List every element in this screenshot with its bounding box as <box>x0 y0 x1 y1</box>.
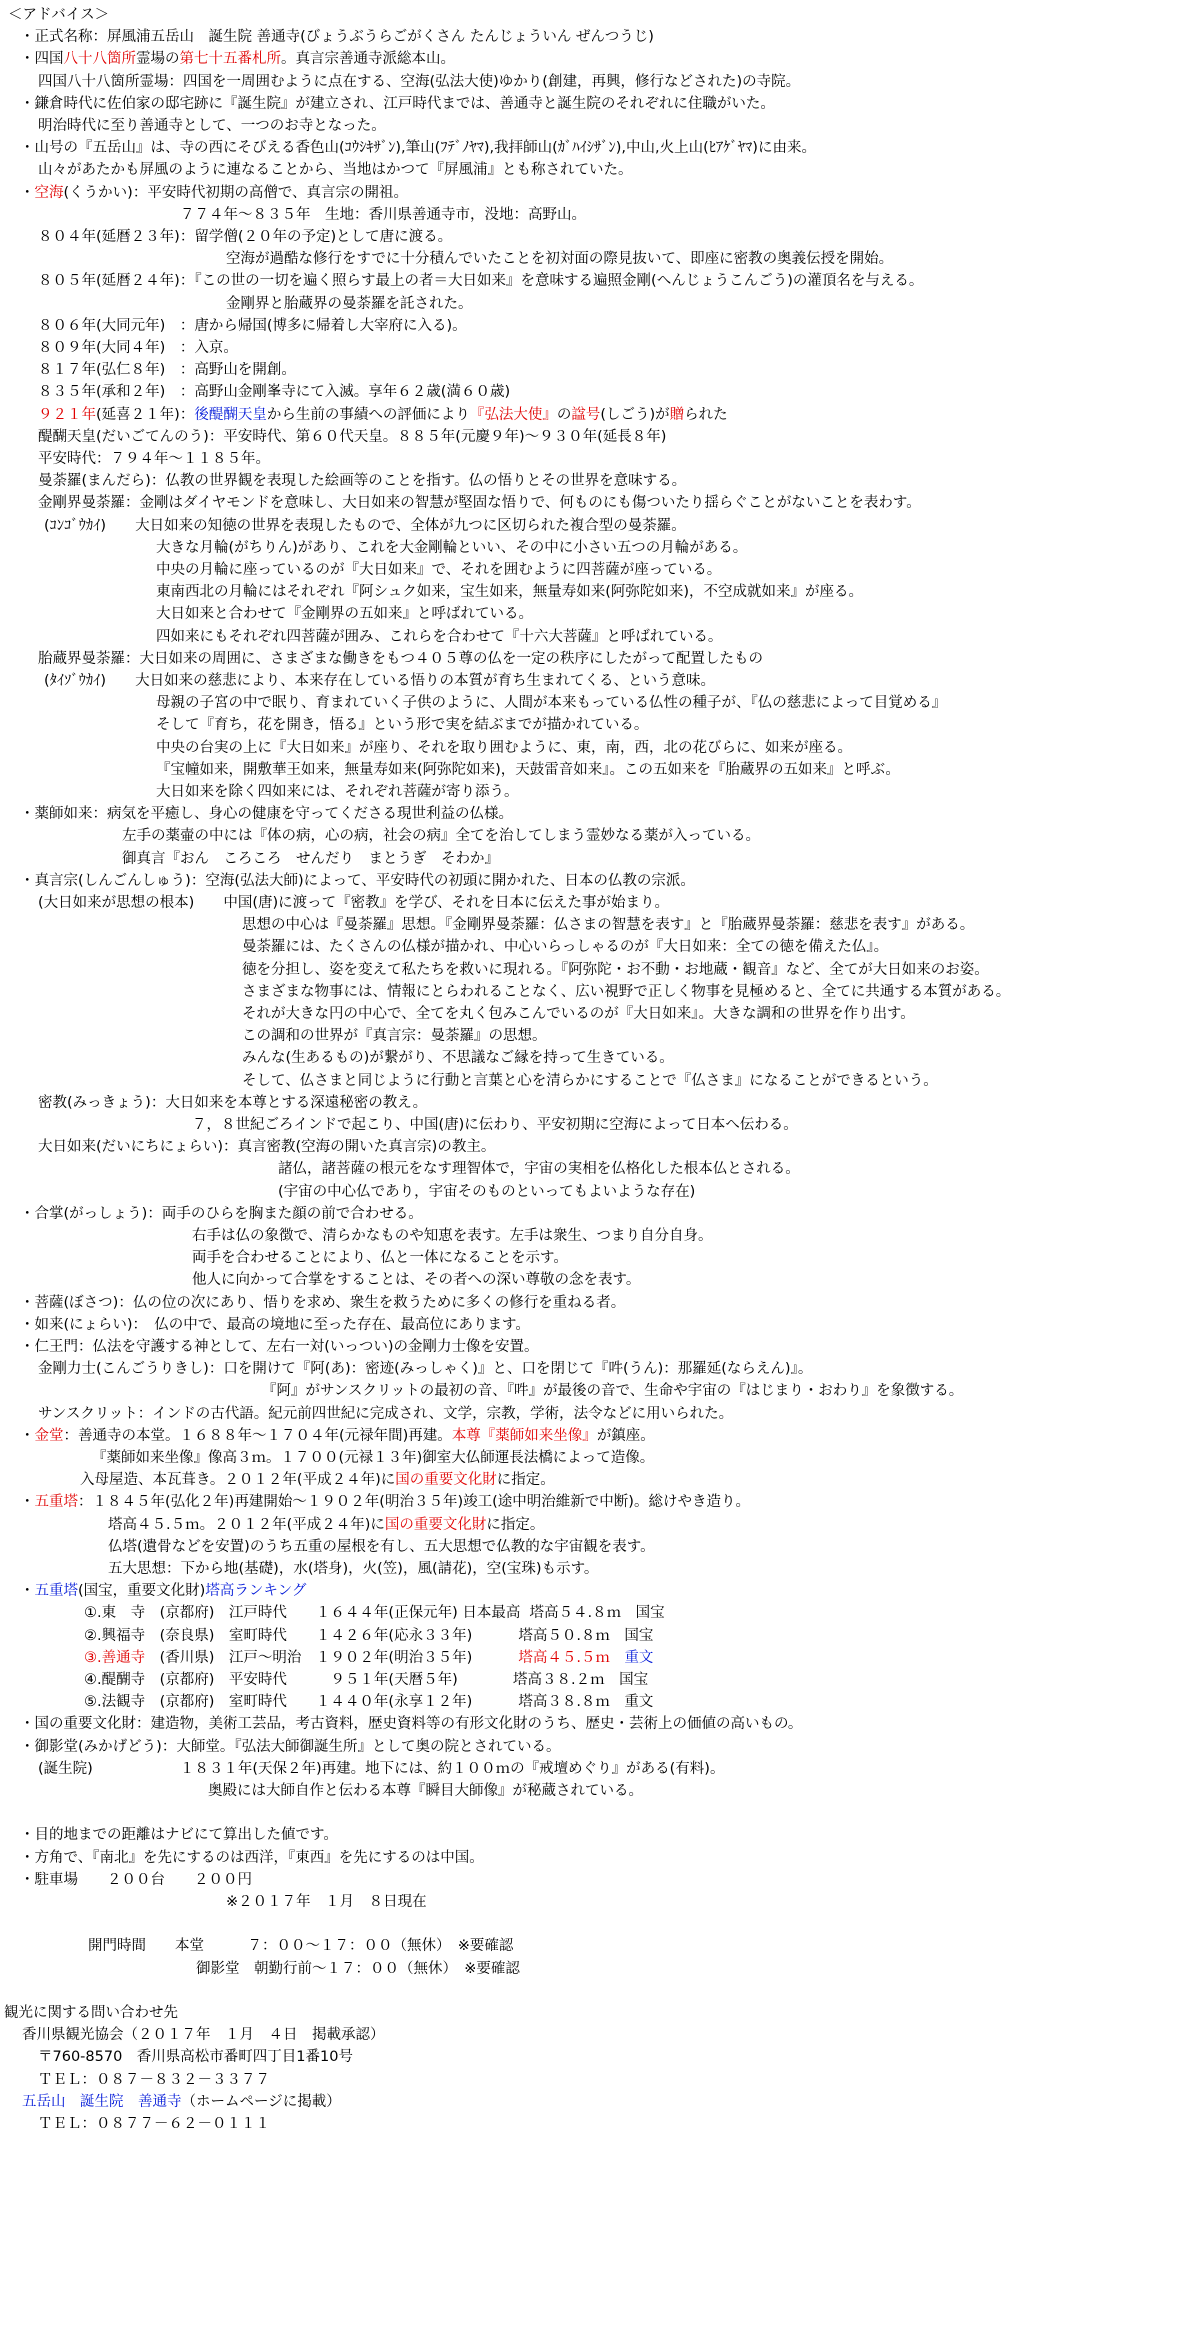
text-line: 『宝幢如来，開敷華王如来，無量寿如来(阿弥陀如来)，天鼓雷音如来』。この五如来を『胎蔵界の五如来』と呼ぶ。 <box>156 761 900 778</box>
text-line: 密教(みっきょう)：大日如来を本尊とする深遠秘密の教え。 <box>38 1094 428 1111</box>
text-line: ・合掌(がっしょう)：両手のひらを胸また顔の前で合わせる。 <box>20 1205 423 1222</box>
text-line: 平安時代：７９４年～１１８５年。 <box>38 451 270 467</box>
text-line: 金剛力士(こんごうりきし)：口を開けて『阿(あ)：密迹(みっしゃく)』と、口を閉じて『吽(うん)：那羅延(ならえん)』。 <box>38 1361 813 1378</box>
red-highlight-text: ９２１年 <box>38 406 96 423</box>
text-line: ※２０１７年 １月 ８日現在 <box>226 1894 427 1910</box>
text-line: 中央の月輪に座っているのが『大日如来』で、それを囲むように四菩薩が座っている。 <box>156 562 722 578</box>
red-highlight-text: 国の重要文化財 <box>384 1516 487 1533</box>
text-line: ・方角で、『南北』を先にするのは西洋，『東西』を先にするのは中国。 <box>20 1849 484 1866</box>
text-line: 仏塔(遺骨などを安置)のうち五重の屋根を有し、五大思想で仏教的な宇宙観を表す。 <box>108 1538 655 1555</box>
red-highlight-text: 本尊『薬師如来坐像』 <box>451 1427 597 1444</box>
text-line: ・鎌倉時代に佐伯家の邸宅跡に『誕生院』が建立され、江戸時代までは、善通寺と誕生院のそれぞれに住職がいた。 <box>20 95 775 112</box>
text-line: ７７４年～８３５年 生地：香川県善通寺市，没地：高野山。 <box>180 206 586 223</box>
text-line: (ｺﾝｺﾞｳｶｲ) 大日如来の知徳の世界を表現したもので、全体が九つに区切られた複合型の曼荼羅。 <box>44 517 686 534</box>
text-line: ・如来(にょらい)： 仏の中で、最高の境地に至った存在、最高位にあります。 <box>20 1316 530 1333</box>
red-highlight-text: 空海 <box>34 184 64 201</box>
red-highlight-text: ③.善通寺 <box>84 1649 146 1666</box>
text-line: ・空海(くうかい)：平安時代初期の高僧で、真言宗の開祖。 <box>20 184 409 201</box>
text-line: 四如来にもそれぞれ四菩薩が囲み、これらを合わせて『十六大菩薩』と呼ばれている。 <box>156 628 723 645</box>
text-line: みんな(生あるもの)が繋がり、不思議なご縁を持って生きている。 <box>242 1050 674 1067</box>
text-line: 金剛界曼荼羅：金剛はダイヤモンドを意味し、大日如来の智慧が堅固な悟りで、何ものにも傷ついたり揺らぐことがないことを表わす。 <box>38 495 921 512</box>
text-line: ＴＥＬ：０８７－８３２－３３７７ <box>38 2071 270 2088</box>
text-line: サンスクリット：インドの古代語。紀元前四世紀に完成され、文学，宗教，学術，法令などに用いられた。 <box>38 1405 734 1422</box>
text-line: 胎蔵界曼荼羅：大日如来の周囲に、さまざまな働きをもつ４０５尊の仏を一定の秩序にしたがって配置したもの <box>38 650 763 667</box>
text-line: 中央の台実の上に『大日如来』が座り、それを取り囲むように、東，南，西，北の花びらに、如来が座る。 <box>156 739 852 756</box>
text-line: 『阿』がサンスクリットの最初の音、『吽』が最後の音で、生命や宇宙の『はじまり・おわり』を象徴する。 <box>262 1383 964 1400</box>
text-line: 五岳山 誕生院 善通寺（ホームページに掲載） <box>22 2093 341 2110</box>
text-line: 奥殿には大師自作と伝わる本尊『瞬目大師像』が秘蔵されている。 <box>208 1783 643 1799</box>
text-line: 五大思想：下から地(基礎)，水(塔身)，火(笠)，風(請花)，空(宝珠)も示す。 <box>108 1561 599 1577</box>
text-line: 明治時代に至り善通寺として、一つのお寺となった。 <box>38 118 386 134</box>
text-line: ・国の重要文化財：建造物，美術工芸品，考古資料，歴史資料等の有形文化財のうち、歴史・芸術上の価値の高いもの。 <box>20 1716 803 1733</box>
text-line: 香川県観光協会（２０１７年 １月 ４日 掲載承認） <box>22 2027 385 2044</box>
text-line: ７，８世紀ごろインドで起こり、中国(唐)に伝わり、平安初期に空海によって日本へ伝わる。 <box>192 1117 798 1133</box>
text-line: 大きな月輪(がちりん)があり、これを大金剛輪といい、その中に小さい五つの月輪がある。 <box>156 539 748 556</box>
red-highlight-text: 八十八箇所 <box>63 51 136 68</box>
text-line: (宇宙の中心仏であり，宇宙そのものといってもよいような存在) <box>278 1183 696 1200</box>
text-line: 東南西北の月輪にはそれぞれ『阿シュク如来，宝生如来，無量寿如来(阿弥陀如来)，不空成就如来』が座る。 <box>156 584 864 601</box>
text-line: 空海が過酷な修行をすでに十分積んでいたことを初対面の際見抜いて、即座に密教の奥義伝授を開始。 <box>226 251 894 268</box>
text-line: 観光に関する問い合わせ先 <box>4 2005 178 2021</box>
blue-highlight-text: 重文 <box>624 1649 654 1666</box>
blue-highlight-text: 五重塔 <box>34 1583 78 1600</box>
text-line: 大日如来(だいにちにょらい)：真言密教(空海の開いた真言宗)の教主。 <box>38 1139 496 1156</box>
red-highlight-text: 『弘法大使』 <box>469 406 557 423</box>
text-line: ・五重塔：１８４５年(弘化２年)再建開始～１９０２年(明治３５年)竣工(途中明治維新で中断)。総けやき造り。 <box>20 1494 750 1511</box>
text-line: 山々があたかも屏風のように連なることから、当地はかつて『屏風浦』とも称されていた。 <box>38 162 633 179</box>
text-line: ⑤.法観寺 (京都府) 室町時代 １４４０年(永享１２年) 塔高３８.８ｍ 重文 <box>84 1694 654 1711</box>
text-line: ③.善通寺 (香川県) 江戸～明治 １９０２年(明治３５年) 塔高４５.５ｍ 重文 <box>84 1649 654 1666</box>
red-highlight-text: 塔高４５.５ｍ <box>518 1649 610 1666</box>
text-line: ８０５年(延暦２４年)：『この世の一切を遍く照らす最上の者＝大日如来』を意味する遍照金剛(へんじょうこんごう)の灌頂名を与える。 <box>38 273 924 290</box>
text-line: 御真言『おん ころころ せんだり まとうぎ そわか』 <box>122 850 499 867</box>
text-line: (ﾀｲｿﾞｳｶｲ) 大日如来の慈悲により、本来存在している悟りの本質が育ち生まれてくる、という意味。 <box>44 673 716 689</box>
text-line: 金剛界と胎蔵界の曼荼羅を託された。 <box>226 295 473 312</box>
text-line: ８１７年(弘仁８年) ：高野山を開創。 <box>38 362 296 379</box>
text-line: ８３５年(承和２年) ：高野山金剛峯寺にて入滅。享年６２歳(満６０歳) <box>38 384 511 401</box>
text-line: そして、仏さまと同じように行動と言葉と心を清らかにすることで『仏さま』になることができるという。 <box>242 1072 938 1089</box>
text-line: ①.東 寺 (京都府) 江戸時代 １６４４年(正保元年) 日本最高 塔高５４.８ｍ 国宝 <box>84 1605 665 1622</box>
blue-highlight-text: 塔高ランキング <box>205 1583 307 1600</box>
text-line: さまざまな物事には、情報にとらわれることなく、広い視野で正しく物事を見極めると、全てに共通する本質がある。 <box>242 983 1011 1000</box>
red-highlight-text: 贈 <box>669 406 685 423</box>
red-highlight-text: 諡号 <box>571 406 601 423</box>
text-line: そして『育ち，花を開き，悟る』という形で実を結ぶまでが描かれている。 <box>156 717 649 734</box>
text-line: ８０４年(延暦２３年)：留学僧(２０年の予定)として唐に渡る。 <box>38 229 453 245</box>
text-line: 思想の中心は『曼荼羅』思想。『金剛界曼荼羅：仏さまの智慧を表す』と『胎蔵界曼荼羅：慈悲を表す』がある。 <box>242 917 975 934</box>
blue-highlight-text: 五岳山 誕生院 善通寺 <box>22 2093 182 2110</box>
text-line: 御影堂 朝勤行前～１７：００（無休） ※要確認 <box>196 1960 520 1977</box>
text-line: 大日如来を除く四如来には、それぞれ菩薩が寄り添う。 <box>156 784 519 800</box>
text-line: 曼荼羅(まんだら)：仏教の世界観を表現した絵画等のことを指す。仏の悟りとその世界を意味する。 <box>38 473 687 490</box>
text-line: ・正式名称：屏風浦五岳山 誕生院 善通寺(びょうぶうらごがくさん たんじょういん ぜんつうじ) <box>20 29 654 46</box>
text-line: 両手を合わせることにより、仏と一体になることを示す。 <box>192 1250 568 1267</box>
text-line: 四国八十八箇所霊場：四国を一周囲むように点在する、空海(弘法大使)ゆかり(創建，再興，修行などされた)の寺院。 <box>38 73 801 90</box>
text-line: ・目的地までの距離はナビにて算出した値です。 <box>20 1827 338 1844</box>
text-line: 入母屋造、本瓦葺き。２０１２年(平成２４年)に国の重要文化財に指定。 <box>80 1472 555 1489</box>
text-line: 『薬師如来坐像』像高３ｍ。１７００(元禄１３年)御室大仏師運長法橋によって造像。 <box>92 1450 655 1466</box>
text-line: ・駐車場 ２００台 ２００円 <box>20 1871 252 1888</box>
text-line: 開門時間 本堂 ７：００～１７：００（無休） ※要確認 <box>88 1938 514 1955</box>
text-line: ②.興福寺 (奈良県) 室町時代 １４２６年(応永３３年) 塔高５０.８ｍ 国宝 <box>84 1627 654 1644</box>
text-line: (大日如来が思想の根本) 中国(唐)に渡って『密教』を学び、それを日本に伝えた事が始まり。 <box>38 895 670 911</box>
text-line: ＴＥＬ：０８７７－６２－０１１１ <box>38 2116 270 2132</box>
text-line: ・山号の『五岳山』は、寺の西にそびえる香色山(ｺｳｼｷｻﾞﾝ),筆山(ﾌﾃﾞﾉﾔﾏ),我拝師山(ｶﾞﾊｲｼｻﾞﾝ),中山,火上山(ﾋｱｹﾞﾔﾏ)に由来。 <box>20 140 816 157</box>
text-line: ８０９年(大同４年) ：入京。 <box>38 340 238 356</box>
text-line: ８０６年(大同元年) ：唐から帰国(博多に帰着し大宰府に入る)。 <box>38 317 467 334</box>
text-line: ④.醍醐寺 (京都府) 平安時代 ９５１年(天暦５年) 塔高３８.２ｍ 国宝 <box>84 1672 649 1688</box>
text-line: ＜アドバイス＞ <box>8 7 110 23</box>
text-line: それが大きな円の中心で、全てを丸く包みこんでいるのが『大日如来』。大きな調和の世界を作り出す。 <box>242 1006 915 1022</box>
text-line: ・菩薩(ぼさつ)：仏の位の次にあり、悟りを求め、衆生を救うために多くの修行を重ねる者。 <box>20 1294 626 1311</box>
text-line: ・仁王門：仏法を守護する神として、左右一対(いっつい)の金剛力士像を安置。 <box>20 1339 539 1355</box>
blue-highlight-text: 後醍醐天皇 <box>194 406 267 423</box>
text-line: 右手は仏の象徴で、清らかなものや知恵を表す。左手は衆生、つまり自分自身。 <box>192 1228 713 1244</box>
text-line: 醍醐天皇(だいごてんのう)：平安時代、第６０代天皇。８８５年(元慶９年)～９３０年(延長８年) <box>38 428 667 445</box>
red-highlight-text: 金堂 <box>34 1427 64 1444</box>
red-highlight-text: 五重塔 <box>34 1494 78 1511</box>
text-line: ・金堂：善通寺の本堂。１６８８年～１７０４年(元禄年間)再建。本尊『薬師如来坐像』が鎮座。 <box>20 1427 655 1444</box>
text-line: 大日如来と合わせて『金剛界の五如来』と呼ばれている。 <box>156 606 533 623</box>
text-line: 他人に向かって合掌をすることは、その者への深い尊敬の念を表す。 <box>192 1272 641 1289</box>
red-highlight-text: 国の重要文化財 <box>395 1472 497 1489</box>
text-line: 諸仏，諸菩薩の根元をなす理智体で，宇宙の実相を仏格化した根本仏とされる。 <box>278 1161 800 1178</box>
text-line: ９２１年(延喜２１年)：後醍醐天皇から生前の事績への評価により『弘法大使』の諡号(しごう)が贈られた <box>38 406 728 423</box>
text-line: ・真言宗(しんごんしゅう)：空海(弘法大師)によって、平安時代の初頭に開かれた、日本の仏教の宗派。 <box>20 872 695 889</box>
text-line: 母親の子宮の中で眠り、育まれていく子供のように、人間が本来もっている仏性の種子が、『仏の慈悲によって目覚める』 <box>156 695 947 712</box>
red-highlight-text: 第七十五番札所 <box>179 51 281 68</box>
text-line: 塔高４５.５ｍ。２０１２年(平成２４年)に国の重要文化財に指定。 <box>108 1516 545 1533</box>
text-line: 曼荼羅には、たくさんの仏様が描かれ、中心いらっしゃるのが『大日如来：全ての徳を備えた仏』。 <box>242 939 889 956</box>
text-line: ・四国八十八箇所霊場の第七十五番札所。真言宗善通寺派総本山。 <box>20 51 455 68</box>
text-line: ・御影堂(みかげどう)：大師堂。『弘法大師御誕生所』として奥の院とされている。 <box>20 1738 561 1755</box>
text-line: この調和の世界が『真言宗：曼荼羅』の思想。 <box>242 1028 547 1045</box>
text-line: ・五重塔(国宝，重要文化財)塔高ランキング <box>20 1583 307 1600</box>
text-line: (誕生院) １８３１年(天保２年)再建。地下には、約１００ｍの『戒壇めぐり』がある(有料)。 <box>38 1760 725 1777</box>
text-line: ・薬師如来：病気を平癒し、身心の健康を守ってくださる現世利益の仏様。 <box>20 806 513 823</box>
text-line: 徳を分担し、姿を変えて私たちを救いに現れる。『阿弥陀・お不動・お地蔵・観音』など、全てが大日如来のお姿。 <box>242 961 989 978</box>
text-line: 〒760-8570 香川県高松市番町四丁目1番10号 <box>38 2049 353 2066</box>
text-line: 左手の薬壷の中には『体の病，心の病，社会の病』全てを治してしまう霊妙なる薬が入っている。 <box>122 828 760 845</box>
